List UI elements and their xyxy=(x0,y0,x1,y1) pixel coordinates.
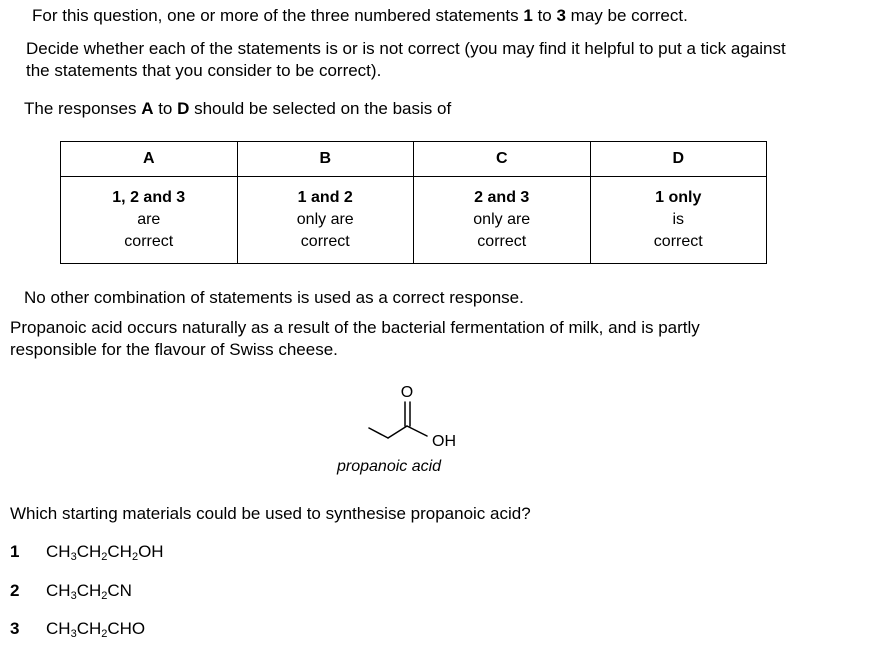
structure-caption: propanoic acid xyxy=(337,458,442,475)
stem-line-1: Propanoic acid occurs naturally as a result of the bacterial fermentation of milk, and is partly xyxy=(10,318,700,337)
option-3-number: 3 xyxy=(10,619,20,638)
cell-b: 1 and 2 only are correct xyxy=(237,177,414,264)
response-key-table xyxy=(60,141,767,264)
bond-c-oh xyxy=(407,426,427,436)
option-2-number: 2 xyxy=(10,581,20,600)
instruction-line-3: The responses A to D should be selected on the basis of xyxy=(24,99,452,118)
propanoic-acid-structure xyxy=(355,380,475,460)
note-text: No other combination of statements is used as a correct response. xyxy=(24,288,524,307)
cell-d: 1 only is correct xyxy=(590,177,767,264)
option-3-formula: $CH_3CH_2CHO$ xyxy=(46,619,146,640)
header-a: A xyxy=(61,142,238,177)
atom-oh-label: OH xyxy=(432,433,456,450)
header-b: B xyxy=(237,142,414,177)
option-2-formula: $CH_3CH_2CN$ xyxy=(46,581,132,602)
instruction-line-2a: Decide whether each of the statements is or is not correct (you may find it helpful to put a tick against xyxy=(26,39,786,58)
table-body-row xyxy=(61,177,767,264)
instruction-line-1: For this question, one or more of the three numbered statements 1 to 3 may be correct. xyxy=(32,6,688,25)
cell-a: 1, 2 and 3 are correct xyxy=(61,177,238,264)
bond-c1-c2 xyxy=(369,428,388,438)
instruction-line-2b: the statements that you consider to be correct). xyxy=(26,61,382,80)
atom-o-label: O xyxy=(400,384,414,401)
table-header-row xyxy=(61,142,767,177)
option-1-number: 1 xyxy=(10,542,20,561)
cell-c: 2 and 3 only are correct xyxy=(414,177,591,264)
question-text: Which starting materials could be used to synthesise propanoic acid? xyxy=(10,504,531,523)
option-1-formula: $CH_3CH_2CH_2OH$ xyxy=(46,542,164,563)
bond-c2-c3 xyxy=(388,426,407,438)
stem-line-2: responsible for the flavour of Swiss cheese. xyxy=(10,340,338,359)
header-d: D xyxy=(590,142,767,177)
header-c: C xyxy=(414,142,591,177)
